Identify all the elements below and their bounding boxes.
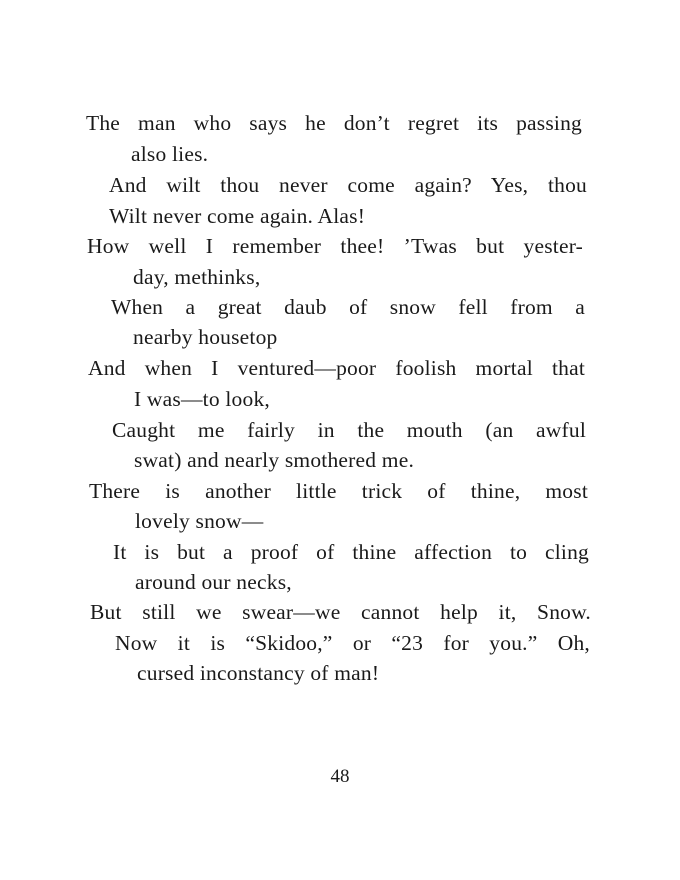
poem-line: The man who says he don’t regret its passing xyxy=(86,111,582,135)
poem-line: around our necks, xyxy=(135,570,292,594)
poem-line: cursed inconstancy of man! xyxy=(137,661,380,685)
poem-line: And wilt thou never come again? Yes, thou xyxy=(109,173,587,197)
page-number: 48 xyxy=(330,766,350,787)
poem-line: Caught me fairly in the mouth (an awful xyxy=(112,418,586,442)
poem-line: nearby housetop xyxy=(133,325,278,349)
poem-line: And when I ventured—poor foolish mortal that xyxy=(88,356,585,380)
poem-line: There is another little trick of thine, most xyxy=(89,479,588,503)
poem-line: swat) and nearly smothered me. xyxy=(134,448,415,472)
poem-line: I was—to look, xyxy=(134,387,270,411)
poem-line: It is but a proof of thine affection to cling xyxy=(113,540,589,564)
poem-line: also lies. xyxy=(131,142,209,166)
poem-line: How well I remember thee! ’Twas but yester- xyxy=(87,234,583,258)
poem-line: Wilt never come again. Alas! xyxy=(109,204,366,228)
poem-line: day, methinks, xyxy=(133,265,261,289)
poem-line: When a great daub of snow fell from a xyxy=(111,295,585,319)
poem-line: But still we swear—we cannot help it, Snow. xyxy=(90,600,591,624)
poem-line: lovely snow— xyxy=(135,509,264,533)
poem-line: Now it is “Skidoo,” or “23 for you.” Oh, xyxy=(115,631,590,655)
